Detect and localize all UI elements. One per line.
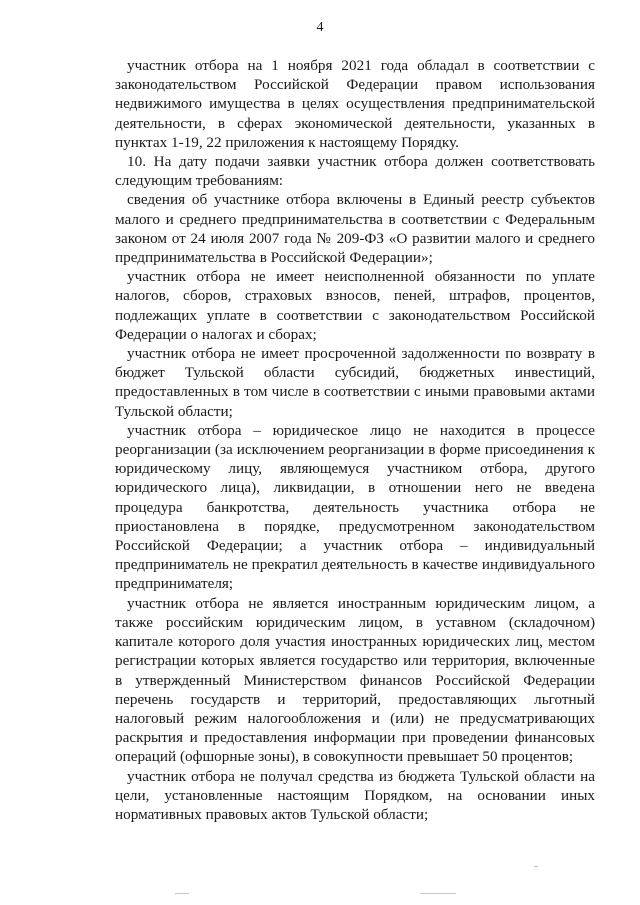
- scan-artifact: [534, 866, 538, 867]
- scan-artifact: [420, 893, 456, 894]
- paragraph-no-other-funds: участник отбора не получал средства из бюджета Тульской области на цели, установленные настоящим Порядком, на основании иных нормативных правовых актов Тульской области;: [115, 767, 595, 823]
- paragraph-no-overdue-debt: участник отбора не имеет просроченной задолженности по возврату в бюджет Тульской области субсидий, бюджетных инвестиций, предоставленных в том числе в соответствии с иными правовыми актами Тульской области;: [115, 345, 595, 420]
- scan-artifact: [175, 893, 189, 894]
- paragraph-no-reorganization: участник отбора – юридическое лицо не находится в процессе реорганизации (за исключением реорганизации в форме присоединения к юридическому лицу, являющемуся участником отбора, другого юридического лица), ликвидации, в отношении него не введена процедура банкротства, деятельность участника отбора не приостановлена в порядке, предусмотренном законодательством Российской Федерации; а участник отбора – индивидуальный предприниматель не прекратил деятельность в качестве индивидуального предпринимателя;: [115, 421, 595, 593]
- paragraph-sme-registry: сведения об участнике отбора включены в Единый реестр субъектов малого и среднего предпринимательства в соответствии с Федеральным законом от 24 июля 2007 года № 209-ФЗ «О развитии малого и среднего предпринимательства в Российской Федерации»;: [115, 191, 595, 267]
- paragraph-not-foreign-entity: участник отбора не является иностранным юридическим лицом, а также российским юридическим лицом, в уставном (складочном) капитале которого доля участия иностранных юридических лиц, местом регистрации которых является государство или территория, включенные в утвержденный Министерством финансов Российской Федерации перечень государств и территорий, предоставляющих льготный налоговый режим налогообложения и (или) не предусматривающих раскрытия и предоставления информации при проведении финансовых операций (офшорные зоны), в совокупности превышает 50 процентов;: [115, 594, 595, 766]
- document-body: [115, 56, 595, 824]
- paragraph-item-10-intro: 10. На дату подачи заявки участник отбора должен соответствовать следующим требованиям:: [115, 153, 595, 190]
- paragraph-no-tax-debt: участник отбора не имеет неисполненной обязанности по уплате налогов, сборов, страховых взносов, пеней, штрафов, процентов, подлежащих уплате в соответствии с законодательством Российской Федерации о налогах и сборах;: [115, 268, 595, 343]
- page-number: 4: [316, 20, 324, 35]
- paragraph-ownership-rights: участник отбора на 1 ноября 2021 года обладал в соответствии с законодательством Российской Федерации правом использования недвижимого имущества в целях осуществления предпринимательской деятельности, в сферах экономической деятельности, указанных в пунктах 1-19, 22 приложения к настоящему Порядку.: [115, 57, 595, 151]
